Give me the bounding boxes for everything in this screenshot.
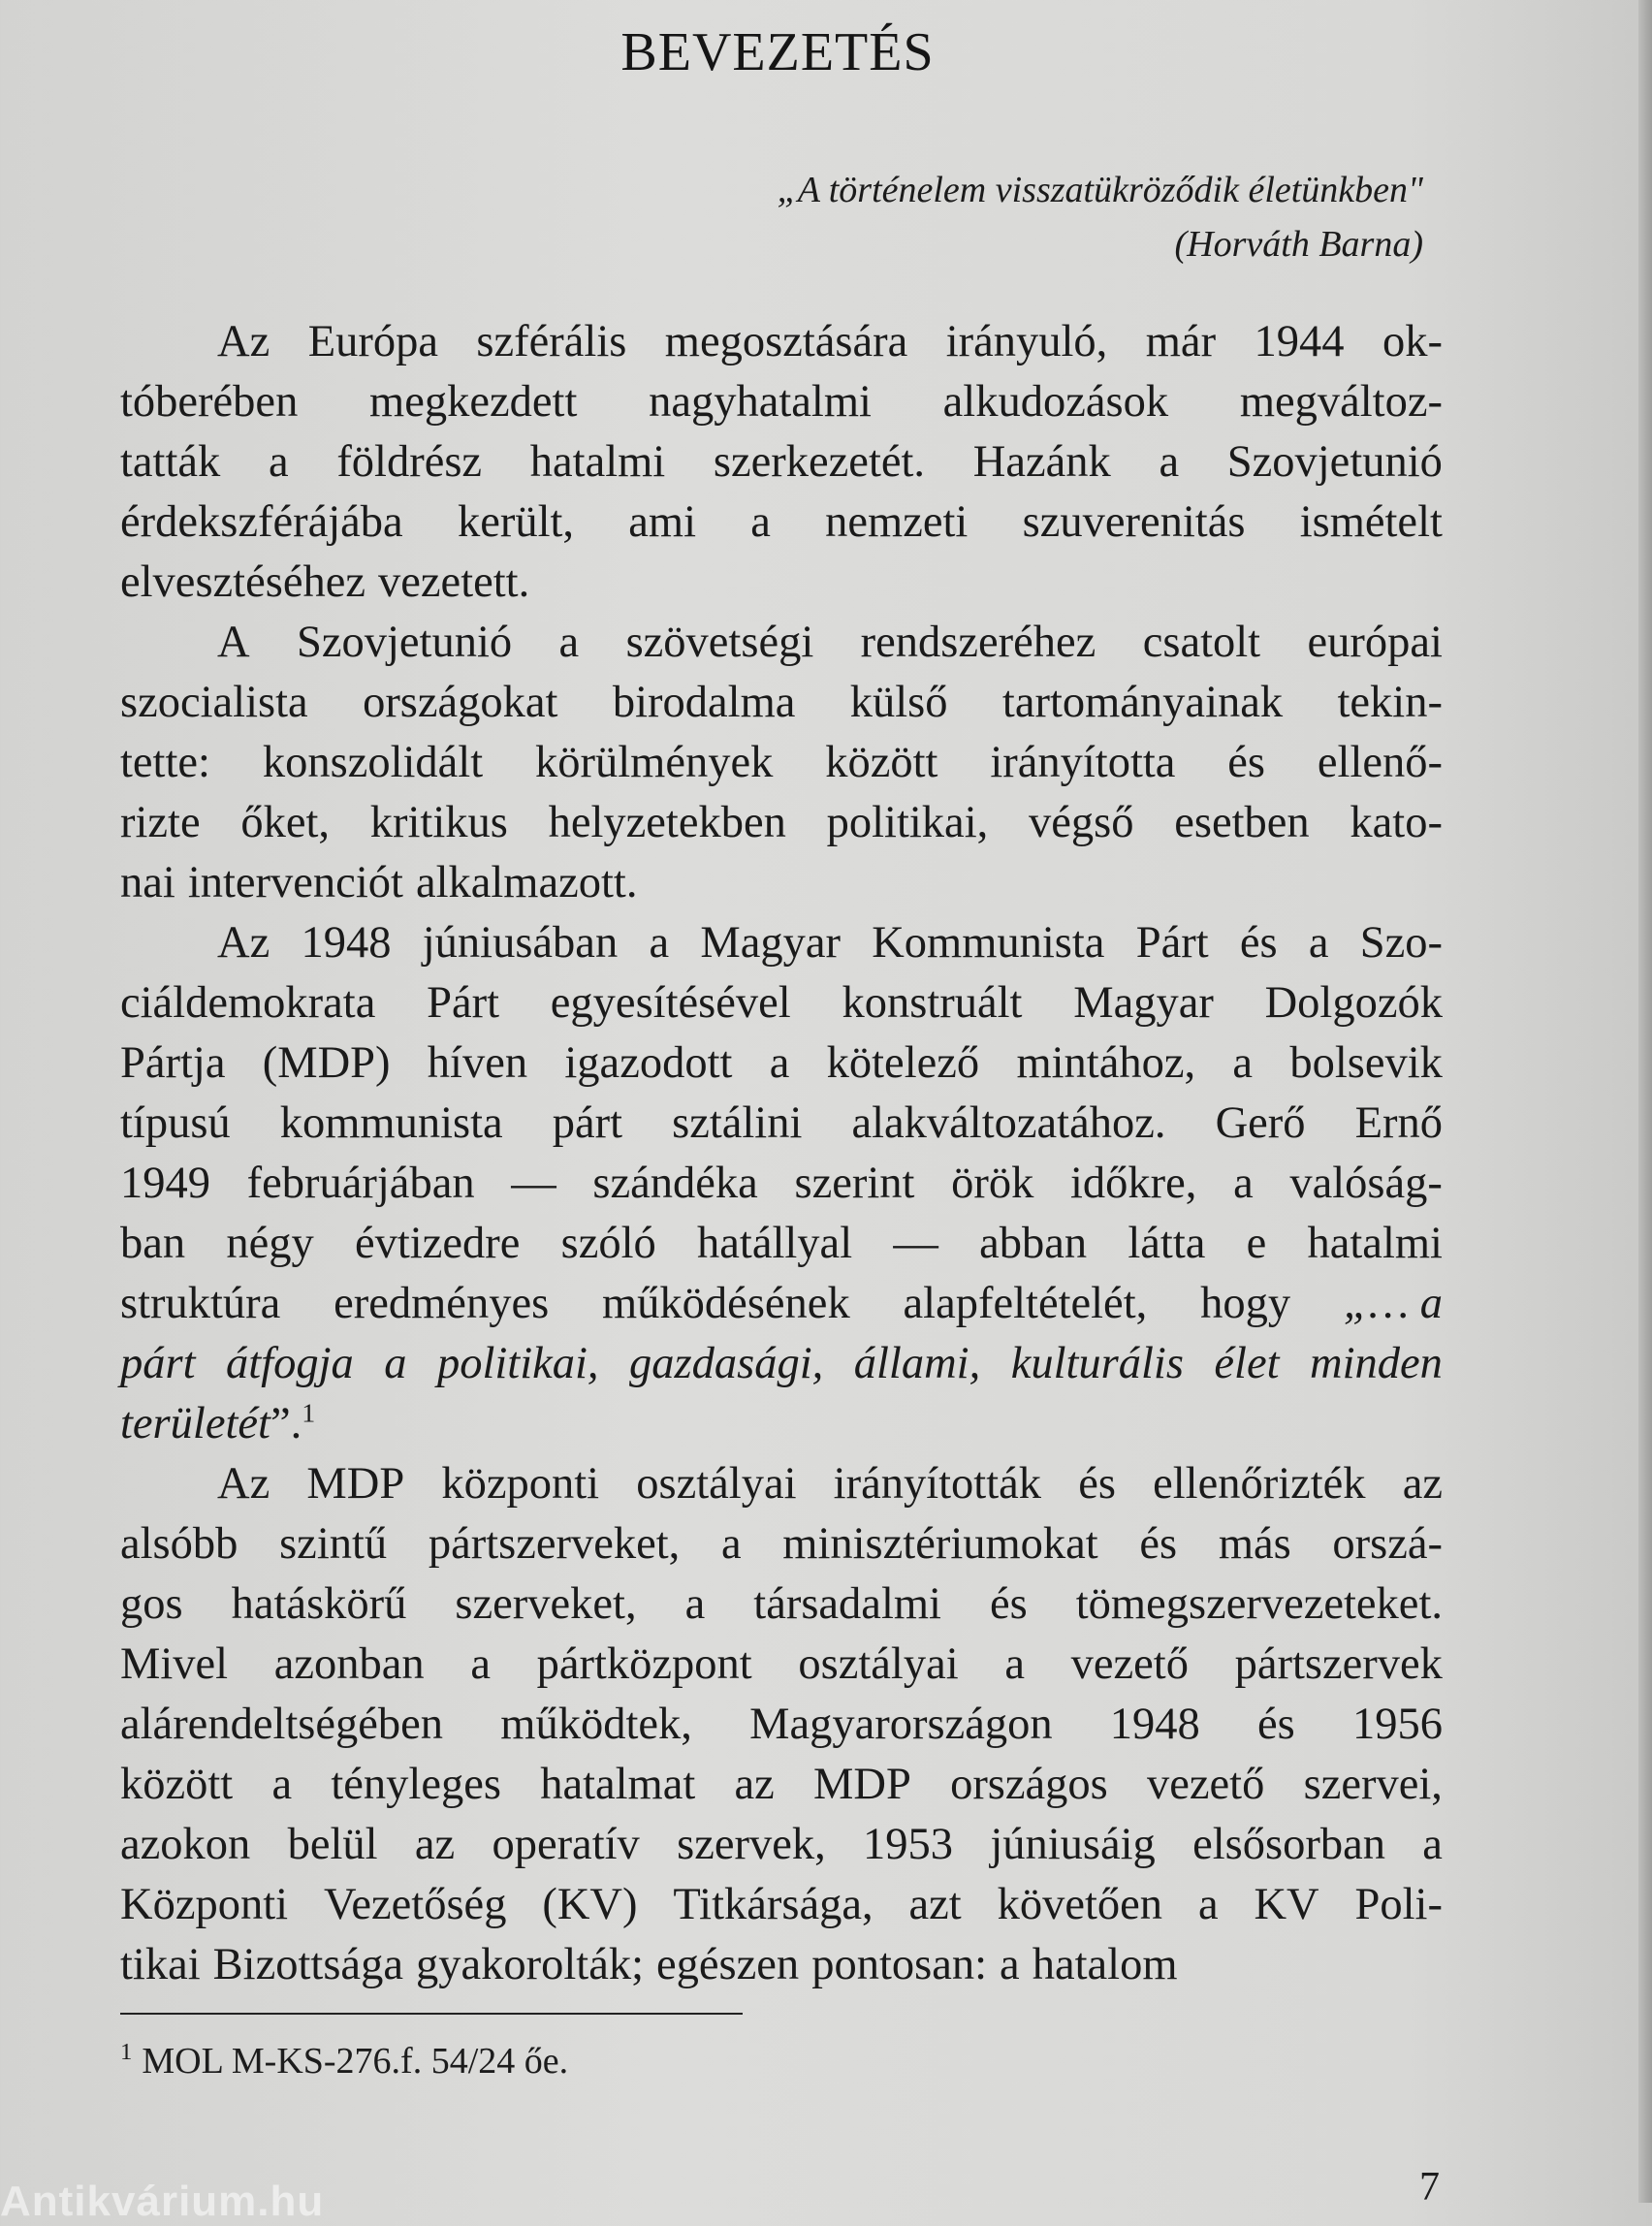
epigraph-quote: „A történelem visszatükröződik életünkben" bbox=[777, 170, 1423, 210]
text-line: alsóbb szintű pártszerveket, a minisztériumokat és más orszá- bbox=[120, 1519, 1443, 1569]
text-line: között a tényleges hatalmat az MDP országos vezető szervei, bbox=[120, 1760, 1443, 1809]
text-line: tatták a földrész hatalmi szerkezetét. Hazánk a Szovjetunió bbox=[120, 437, 1443, 487]
epigraph bbox=[778, 163, 1423, 271]
text-line: alárendeltségében működtek, Magyarországon 1948 és 1956 bbox=[120, 1700, 1443, 1749]
text-line: rizte őket, kritikus helyzetekben politikai, végső esetben kato- bbox=[120, 798, 1443, 847]
chapter-title: BEVEZETÉS bbox=[620, 22, 935, 82]
body-text bbox=[120, 312, 1443, 1995]
watermark: Antikvárium.hu bbox=[0, 2178, 325, 2225]
text-line: nai intervenciót alkalmazott. bbox=[120, 858, 638, 907]
text-line: azokon belül az operatív szervek, 1953 júniusáig elsősorban a bbox=[120, 1820, 1443, 1869]
page-number: 7 bbox=[1419, 2165, 1440, 2210]
text-line: szocialista országokat birodalma külső tartományainak tekin- bbox=[120, 678, 1443, 727]
text-line: ban négy évtizedre szóló hatállyal — abban látta e hatalmi bbox=[120, 1219, 1443, 1268]
text-line: területét”.$^1$ bbox=[120, 1398, 316, 1448]
text-line: Az 1948 júniusában a Magyar Kommunista Párt és a Szo- bbox=[217, 918, 1443, 968]
text-line: párt átfogja a politikai, gazdasági, állami, kulturális élet minden bbox=[120, 1339, 1443, 1388]
text-line: struktúra eredményes működésének alapfeltételét, hogy „… a bbox=[120, 1274, 1443, 1334]
footnote-ref: 1 bbox=[302, 1398, 316, 1429]
quote-end: ”. bbox=[270, 1399, 302, 1448]
text-line: tóberében megkezdett nagyhatalmi alkudozások megváltoz- bbox=[120, 377, 1443, 427]
text-line: Az MDP központi osztályai irányították és ellenőrizték az bbox=[217, 1459, 1443, 1509]
paragraph bbox=[120, 1454, 1443, 1995]
footnote-separator bbox=[120, 2013, 743, 2015]
text-line: Központi Vezetőség (KV) Titkársága, azt követően a KV Poli- bbox=[120, 1880, 1443, 1929]
page-gutter-shadow bbox=[1638, 0, 1652, 2203]
paragraph bbox=[120, 913, 1443, 1454]
quote-start: „… a bbox=[1343, 1279, 1443, 1328]
text-line: típusú kommunista párt sztálini alakváltozatához. Gerő Ernő bbox=[120, 1098, 1443, 1148]
paragraph bbox=[120, 613, 1443, 913]
footnote-text: MOL M-KS-276.f. 54/24 őe. bbox=[142, 2041, 569, 2082]
text-line: érdekszférájába került, ami a nemzeti szuverenitás ismételt bbox=[120, 497, 1443, 547]
text-line: Pártja (MDP) híven igazodott a kötelező mintához, a bolsevik bbox=[120, 1038, 1443, 1088]
text-line: Az Európa szférális megosztására irányuló, már 1944 ok- bbox=[217, 317, 1443, 366]
text-line: Mivel azonban a pártközpont osztályai a vezető pártszervek bbox=[120, 1639, 1443, 1689]
epigraph-author: (Horváth Barna) bbox=[1174, 224, 1423, 265]
text-line: 1949 februárjában — szándéka szerint örök időkre, a valóság- bbox=[120, 1159, 1443, 1208]
text-line: gos hatáskörű szerveket, a társadalmi és tömegszervezeteket. bbox=[120, 1579, 1443, 1629]
footnote bbox=[120, 2040, 568, 2083]
text-line: elvesztéséhez vezetett. bbox=[120, 557, 530, 607]
paragraph bbox=[120, 312, 1443, 613]
text-line: tikai Bizottsága gyakorolták; egészen pontosan: a hatalom bbox=[120, 1940, 1178, 1989]
text-line: tette: konszolidált körülmények között irányította és ellenő- bbox=[120, 738, 1443, 787]
text-line: A Szovjetunió a szövetségi rendszeréhez csatolt európai bbox=[217, 618, 1443, 667]
text-line: ciáldemokrata Párt egyesítésével konstruált Magyar Dolgozók bbox=[120, 978, 1443, 1028]
footnote-number: 1 bbox=[120, 2039, 133, 2066]
